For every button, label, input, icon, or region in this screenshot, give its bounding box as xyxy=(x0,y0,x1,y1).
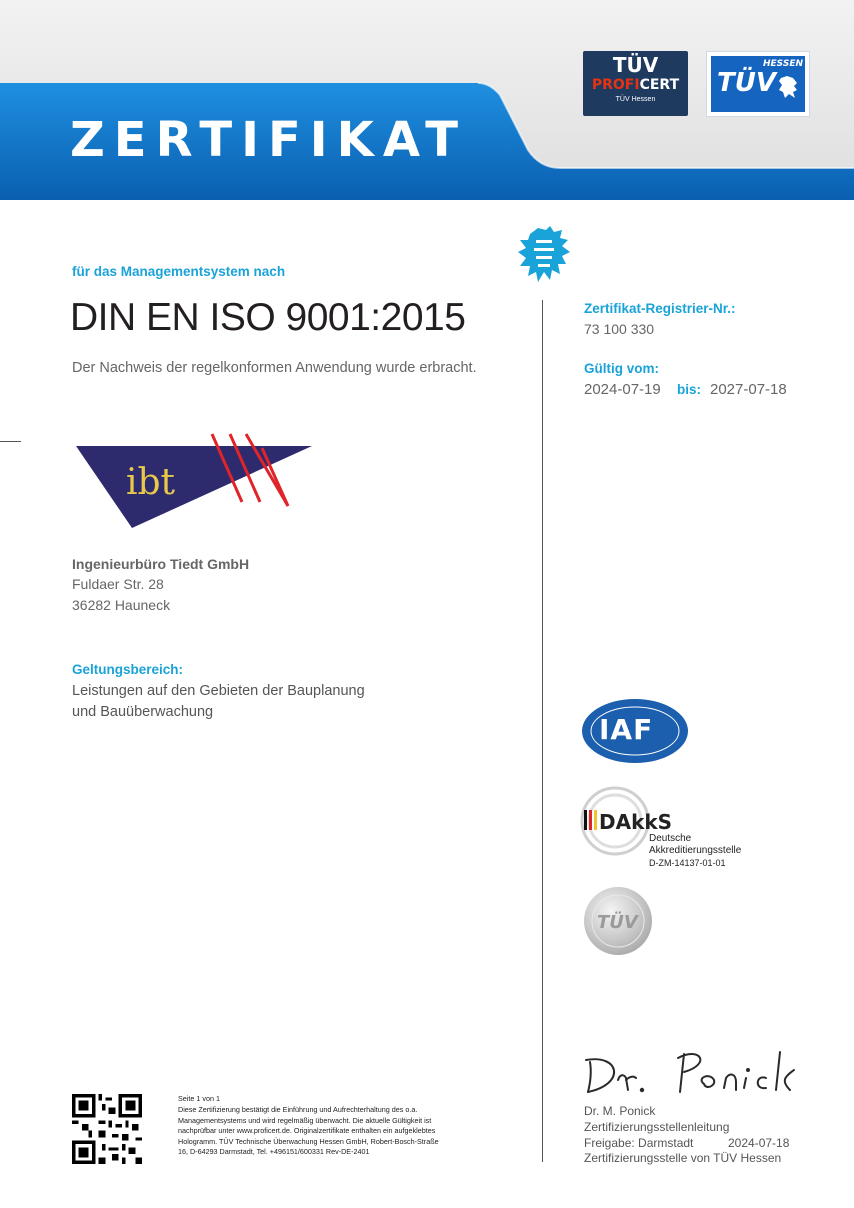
dakks-subtitle-2: Akkreditierungsstelle xyxy=(649,845,742,856)
standard-name: DIN EN ISO 9001:2015 xyxy=(70,296,466,339)
ibt-company-logo xyxy=(74,430,314,530)
hessen-lion-icon xyxy=(516,226,572,288)
company-street: Fuldaer Str. 28 xyxy=(72,576,164,592)
signer-role: Zertifizierungsstellenleitung xyxy=(584,1120,730,1134)
company-city: 36282 Hauneck xyxy=(72,597,171,613)
iaf-seal-text: IAF xyxy=(599,713,654,746)
handwritten-signature xyxy=(580,1040,810,1102)
scope-label: Geltungsbereich: xyxy=(72,662,184,677)
dakks-subtitle-1: Deutsche xyxy=(649,833,692,844)
signer-name: Dr. M. Ponick xyxy=(584,1104,656,1118)
tuv-hessen-logo-sub: HESSEN xyxy=(763,59,804,69)
tuv-hessen-logo-box xyxy=(711,56,805,112)
tuv-hessen-lion-icon xyxy=(777,74,799,100)
fold-mark xyxy=(0,441,21,442)
release-location: Freigabe: Darmstadt xyxy=(584,1136,694,1150)
validity-label: Gültig vom: xyxy=(584,361,659,376)
tuv-proficert-logo xyxy=(583,51,688,116)
scope-line-1: Leistungen auf den Gebieten der Bauplanung xyxy=(72,683,365,699)
dakks-id: D-ZM-14137-01-01 xyxy=(649,858,726,868)
page-indicator: Seite 1 von 1 xyxy=(178,1094,220,1103)
hologram-text: TÜV xyxy=(597,912,638,933)
proficert-logo-line1: TÜV xyxy=(612,53,659,77)
tuv-hologram-seal xyxy=(583,886,653,956)
column-divider xyxy=(542,300,543,1162)
fine-print: Diese Zertifizierung bestätigt die Einführung und Aufrechterhaltung des o.a. Managementsystems und wird regelmäßig überwacht. Die aktuelle Gültigkeit ist nachprüfbar unter www.proficert.de. Originalzertifikate enthalten ein aufgeklebtes Hologramm. TÜV Technische Überwachung Hessen GmbH, Robert-Bosch-Straße 16, D-64293 Darmstadt, Tel. +496151/600331 Rev-DE-2401 xyxy=(178,1105,439,1157)
valid-to-date: 2027-07-18 xyxy=(710,381,787,398)
release-date: 2024-07-18 xyxy=(728,1136,790,1150)
proficert-logo-profi: PROFI xyxy=(591,77,640,93)
tuv-hessen-logo-main: TÜV xyxy=(717,68,776,98)
proficert-logo-cert: CERT xyxy=(639,77,680,93)
tuv-hessen-logo xyxy=(706,51,810,117)
ibt-logo-text: ibt xyxy=(126,462,176,503)
certificate-title: ZERTIFIKAT xyxy=(70,112,468,168)
management-system-intro: für das Managementsystem nach xyxy=(72,264,286,279)
company-name: Ingenieurbüro Tiedt GmbH xyxy=(72,556,250,572)
proof-statement: Der Nachweis der regelkonformen Anwendung wurde erbracht. xyxy=(72,360,477,376)
qr-code[interactable] xyxy=(72,1094,142,1164)
valid-to-label: bis: xyxy=(677,382,702,397)
proficert-logo-line3: TÜV Hessen xyxy=(615,96,656,103)
registration-number: 73 100 330 xyxy=(584,321,655,337)
valid-from-date: 2024-07-19 xyxy=(584,381,661,398)
scope-line-2: und Bauüberwachung xyxy=(72,704,214,720)
registration-label: Zertifikat-Registrier-Nr.: xyxy=(584,301,736,316)
certification-body: Zertifizierungsstelle von TÜV Hessen xyxy=(584,1151,782,1165)
proficert-logo-line2 xyxy=(583,77,688,93)
dakks-name: DAkkS xyxy=(599,810,673,834)
